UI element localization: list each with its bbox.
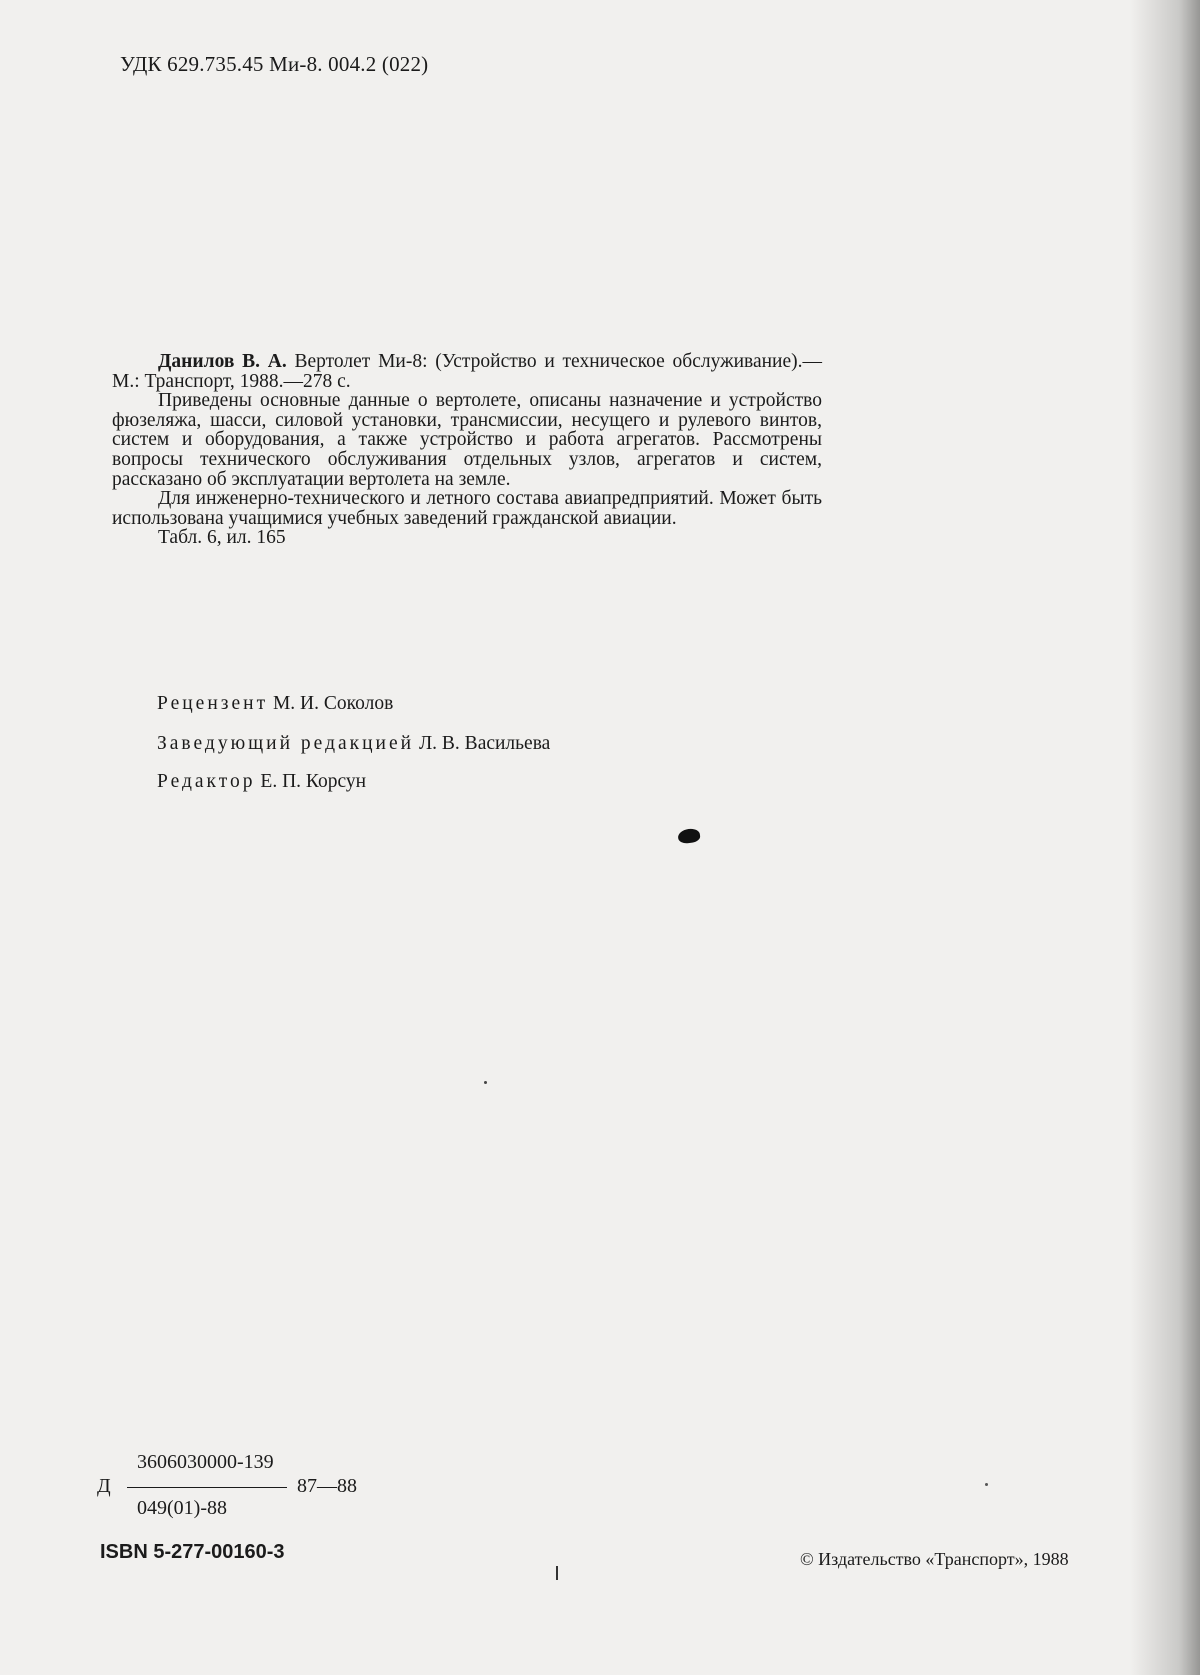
ink-speck xyxy=(484,1081,487,1084)
index-fraction-line xyxy=(127,1487,287,1488)
index-numerator: 3606030000-139 xyxy=(137,1451,274,1473)
bibliographic-entry xyxy=(112,352,822,391)
credit-role: Редактор xyxy=(157,771,256,792)
isbn: ISBN 5-277-00160-3 xyxy=(100,1541,285,1563)
index-letter: Д xyxy=(97,1475,111,1497)
editor-credit xyxy=(157,771,366,793)
ink-speck xyxy=(556,1566,558,1580)
book-description: Вертолет Ми-8: (Устройство и техническое обслуживание).—М.: Транспорт, 1988.—278 с. xyxy=(112,351,823,392)
managing-editor-credit xyxy=(157,733,550,755)
annotation-block xyxy=(112,352,822,548)
credit-role: Заведующий редакцией xyxy=(157,733,415,754)
credit-name: Е. П. Корсун xyxy=(260,771,367,792)
author-name: Данилов В. А. xyxy=(158,351,287,372)
reviewer-credit xyxy=(157,693,393,715)
index-denominator: 049(01)-88 xyxy=(137,1497,227,1519)
ink-blot xyxy=(677,828,701,845)
page-edge-shadow xyxy=(1130,0,1200,1675)
index-suffix: 87—88 xyxy=(297,1475,357,1497)
copyright-notice: © Издательство «Транспорт», 1988 xyxy=(800,1549,1069,1569)
credit-role: Рецензент xyxy=(157,693,269,714)
credit-name: М. И. Соколов xyxy=(272,693,394,714)
credit-name: Л. В. Васильева xyxy=(418,733,551,754)
ink-speck xyxy=(985,1483,988,1486)
audience-paragraph: Для инженерно-технического и летного состава авиапредприятий. Может быть использована учащимися учебных заведений гражданской авиации. xyxy=(112,488,822,529)
summary-paragraph: Приведены основные данные о вертолете, описаны назначение и устройство фюзеляжа, шасси, силовой установки, трансмиссии, несущего и рулевого винтов, систем и оборудования, а также устройство и работа агрегатов. Рассмотрены вопросы технического обслуживания отдельных узлов, агрегатов и систем, рассказано об эксплуатации вертолета на земле. xyxy=(112,390,822,490)
tables-illustrations: Табл. 6, ил. 165 xyxy=(158,527,286,549)
udk-code: УДК 629.735.45 Ми-8. 004.2 (022) xyxy=(120,52,429,76)
